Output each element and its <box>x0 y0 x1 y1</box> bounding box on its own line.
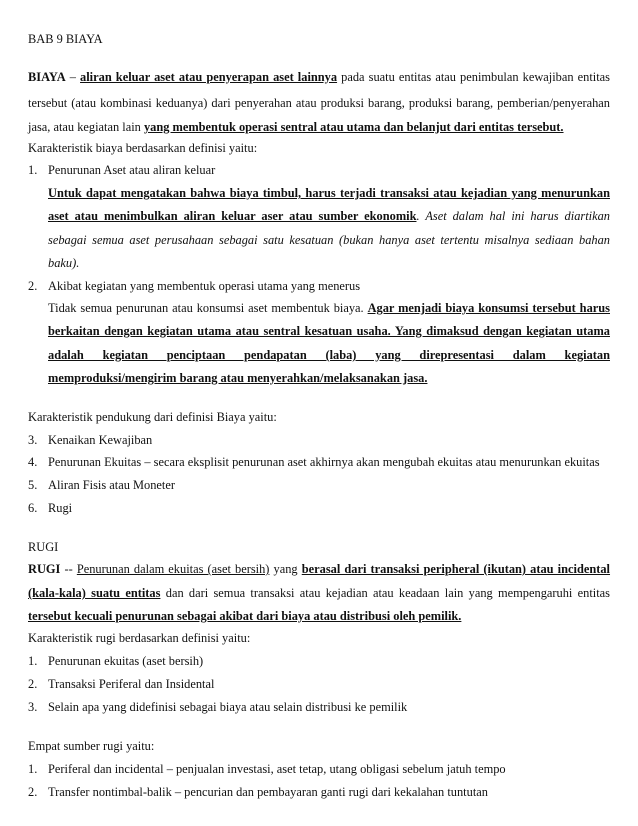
rugi-heading: RUGI <box>28 540 59 554</box>
rugi-definition-emphasis: tersebut kecuali penurunan sebagai akibat dari biaya atau distribusi oleh pemilik. <box>28 609 462 623</box>
item2-emphasis: memproduksi/mengirim barang atau menyerahkan/melaksanakan jasa. <box>48 371 428 385</box>
list-item-2-label <box>28 279 610 294</box>
list-item-1-label <box>28 163 610 178</box>
list-item-text: Kenaikan Kewajiban <box>48 433 153 447</box>
item2-line-1 <box>48 301 610 316</box>
list-number: 2. <box>28 677 38 691</box>
item1-emphasis: Untuk dapat mengatakan bahwa biaya timbul, harus terjadi transaksi atau kejadian yang menurunkan <box>48 186 610 200</box>
dash: – <box>65 70 81 84</box>
item2-line-3 <box>48 348 610 363</box>
rugi-definition-text: dan dari semua transaksi atau kejadian atau keadaan lain yang mempengaruhi entitas <box>160 586 610 600</box>
item1-line-4 <box>48 256 610 271</box>
list-item-text: Periferal dan incidental – penjualan investasi, aset tetap, utang obligasi sebelum jatuh tempo <box>48 762 506 776</box>
item2-emphasis: Agar menjadi biaya konsumsi tersebut harus <box>367 301 610 315</box>
item1-line-2 <box>48 209 610 224</box>
term-biaya: BIAYA <box>28 70 66 84</box>
list-number: 4. <box>28 455 38 469</box>
list-item-text: Penurunan Aset atau aliran keluar <box>48 163 216 177</box>
list-number: 6. <box>28 501 38 515</box>
list-number: 1. <box>28 163 38 177</box>
biaya-definition-text: jasa, atau kegiatan lain <box>28 120 144 134</box>
list-item-text: Akibat kegiatan yang membentuk operasi utama yang menerus <box>48 279 361 293</box>
sumber-item <box>28 785 610 800</box>
list-item-text: Aliran Fisis atau Moneter <box>48 478 175 492</box>
rugi-item <box>28 654 610 669</box>
rugi-definition-line-2 <box>28 586 610 601</box>
support-item <box>28 433 610 448</box>
sumber-intro: Empat sumber rugi yaitu: <box>28 739 155 753</box>
support-intro: Karakteristik pendukung dari definisi Biaya yaitu: <box>28 410 277 424</box>
rugi-intro: Karakteristik rugi berdasarkan definisi yaitu: <box>28 631 251 645</box>
rugi-definition-line-1 <box>28 562 610 577</box>
list-item-text: Transaksi Periferal dan Insidental <box>48 677 215 691</box>
biaya-definition-line-1 <box>28 70 610 85</box>
item2-line-2 <box>48 324 610 339</box>
biaya-definition-emphasis: aliran keluar aset atau penyerapan aset lainnya <box>80 70 338 84</box>
chapter-title: BAB 9 BIAYA <box>28 32 103 46</box>
rugi-item <box>28 677 610 692</box>
list-number: 2. <box>28 785 38 799</box>
item1-line-1 <box>48 186 610 201</box>
item2-line-4 <box>48 371 610 386</box>
item2-emphasis: adalah kegiatan penciptaan pendapatan (laba) yang direpresentasi dalam kegiatan <box>48 348 610 362</box>
item1-italic: sebagai semua aset perusahaan sebagai satu kesatuan (bukan hanya aset tertentu misalnya sediaan bahan <box>48 233 610 247</box>
item2-text: Tidak semua penurunan atau konsumsi aset membentuk biaya. <box>48 301 368 315</box>
rugi-definition-emphasis: berasal dari transaksi peripheral (ikutan) atau incidental <box>301 562 611 576</box>
biaya-definition-emphasis: yang membentuk operasi sentral atau utama dan belanjut dari entitas tersebut. <box>143 120 564 134</box>
term-rugi: RUGI <box>28 562 61 576</box>
item1-italic: . Aset dalam hal ini harus diartikan <box>416 209 610 223</box>
rugi-definition-line-3 <box>28 609 610 624</box>
rugi-definition-emphasis: (kala-kala) suatu entitas <box>28 586 161 600</box>
list-number: 2. <box>28 279 38 293</box>
biaya-definition-line-2: tersebut (atau kombinasi keduanya) dari penyerahan atau produksi barang, produksi barang, pemberian/penyerahan <box>28 96 610 110</box>
list-item-text: Selain apa yang didefinisi sebagai biaya atau selain distribusi ke pemilik <box>48 700 408 714</box>
item1-emphasis: aset atau menimbulkan aliran keluar aser atau sumber ekonomik <box>48 209 417 223</box>
list-item-text: Rugi <box>48 501 73 515</box>
list-number: 3. <box>28 700 38 714</box>
rugi-item <box>28 700 610 715</box>
item1-line-3 <box>48 233 610 248</box>
list-number: 1. <box>28 762 38 776</box>
support-item <box>28 478 610 493</box>
biaya-definition-text: pada suatu entitas atau penimbulan kewajiban entitas <box>337 70 610 84</box>
support-item <box>28 455 610 470</box>
support-item <box>28 501 610 516</box>
list-item-text: Transfer nontimbal-balik – pencurian dan pembayaran ganti rugi dari kekalahan tuntutan <box>48 785 488 799</box>
list-number: 1. <box>28 654 38 668</box>
list-item-text: Penurunan ekuitas (aset bersih) <box>48 654 204 668</box>
rugi-definition-underline: Penurunan dalam ekuitas (aset bersih) <box>76 562 270 576</box>
biaya-definition-line-3 <box>28 120 610 135</box>
dash: -- <box>60 562 77 576</box>
characteristic-intro: Karakteristik biaya berdasarkan definisi yaitu: <box>28 141 258 155</box>
item2-emphasis: berkaitan dengan kegiatan utama atau sentral kesatuan usaha. Yang dimaksud dengan kegiatan utama <box>48 324 610 338</box>
rugi-definition-text: yang <box>269 562 302 576</box>
list-item-text: Penurunan Ekuitas – secara eksplisit penurunan aset akhirnya akan mengubah ekuitas atau menurunkan ekuitas <box>48 455 600 469</box>
item1-italic: baku). <box>48 256 80 270</box>
list-number: 3. <box>28 433 38 447</box>
sumber-item <box>28 762 610 777</box>
list-number: 5. <box>28 478 38 492</box>
